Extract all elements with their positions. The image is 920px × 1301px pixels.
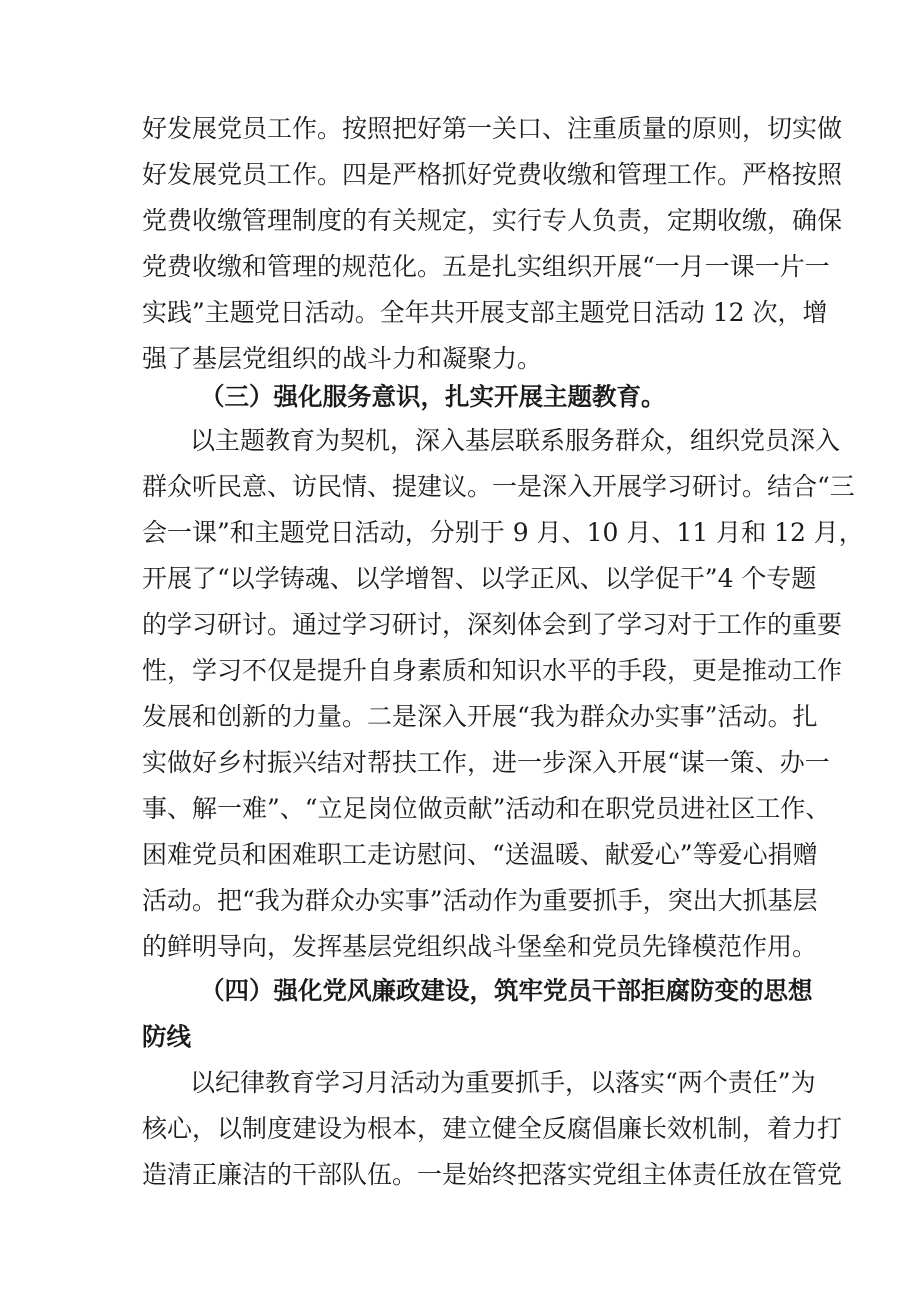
paragraph-line: 造清正廉洁的干部队伍。一是始终把落实党组主体责任放在管党 <box>142 1160 843 1189</box>
paragraph-line: 好发展党员工作。四是严格抓好党费收缴和管理工作。严格按照 <box>142 160 843 189</box>
paragraph-line: 性，学习不仅是提升自身素质和知识水平的手段，更是推动工作 <box>142 656 843 685</box>
paragraph-line: 实践”主题党日活动。全年共开展支部主题党日活动 12 次，增 <box>142 298 828 327</box>
paragraph-line: 强了基层党组织的战斗力和凝聚力。 <box>142 344 543 373</box>
paragraph-line: 好发展党员工作。按照把好第一关口、注重质量的原则，切实做 <box>142 114 843 143</box>
paragraph-line: 的学习研讨。通过学习研讨，深刻体会到了学习对于工作的重要 <box>142 610 843 639</box>
paragraph-line: 以纪律教育学习月活动为重要抓手，以落实“两个责任”为 <box>190 1068 816 1097</box>
paragraph-line: 实做好乡村振兴结对帮扶工作，进一步深入开展“谋一策、办一 <box>142 748 830 777</box>
paragraph-line: 核心，以制度建设为根本，建立健全反腐倡廉长效机制，着力打 <box>142 1114 843 1143</box>
paragraph-line: 党费收缴管理制度的有关规定，实行专人负责，定期收缴，确保 <box>142 206 843 235</box>
paragraph-line: 开展了“以学铸魂、以学增智、以学正风、以学促干”4 个专题 <box>142 564 817 593</box>
section-heading-3: （三）强化服务意识，扎实开展主题教育。 <box>200 382 666 411</box>
paragraph-line: 以主题教育为契机，深入基层联系服务群众，组织党员深入 <box>190 426 841 455</box>
section-heading-4: （四）强化党风廉政建设，筑牢党员干部拒腐防变的思想 <box>200 976 813 1005</box>
paragraph-line: 群众听民意、访民情、提建议。一是深入开展学习研讨。结合“三 <box>142 472 855 501</box>
paragraph-line: 困难党员和困难职工走访慰问、“送温暖、献爱心”等爱心捐赠 <box>142 840 818 869</box>
paragraph-line: 会一课”和主题党日活动，分别于 9 月、10 月、11 月和 12 月， <box>142 518 864 547</box>
paragraph-line: 活动。把“我为群众办实事”活动作为重要抓手，突出大抓基层 <box>142 886 818 915</box>
paragraph-line: 党费收缴和管理的规范化。五是扎实组织开展“一月一课一片一 <box>142 252 830 281</box>
paragraph-line: 的鲜明导向，发挥基层党组织战斗堡垒和党员先锋模范作用。 <box>142 932 818 961</box>
paragraph-line: 发展和创新的力量。二是深入开展“我为群众办实事”活动。扎 <box>142 702 818 731</box>
section-heading-4-continued: 防线 <box>142 1022 191 1051</box>
paragraph-line: 事、解一难”、“立足岗位做贡献”活动和在职党员进社区工作、 <box>142 794 831 823</box>
